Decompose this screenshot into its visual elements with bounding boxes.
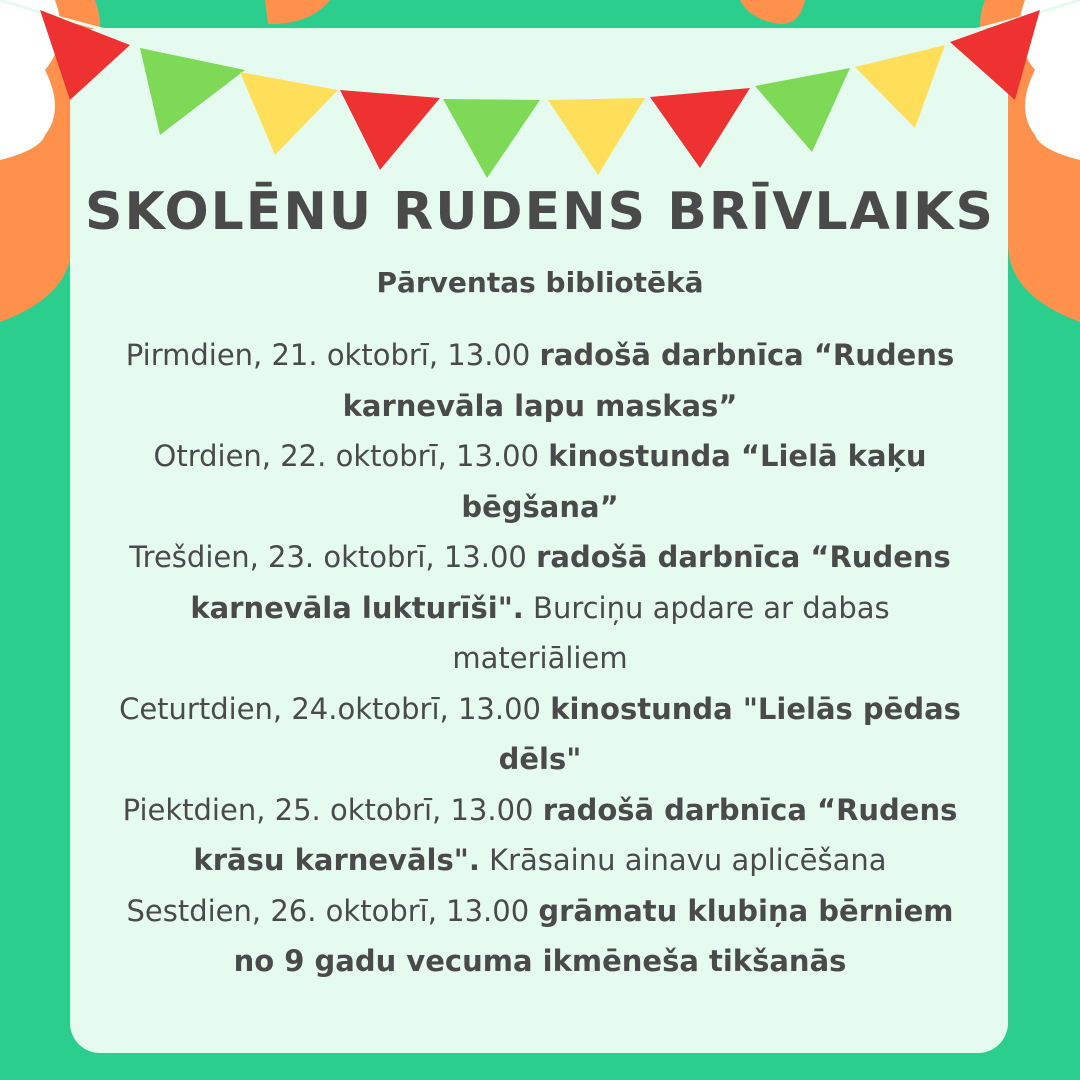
event-date: Trešdien, 23. oktobrī, 13.00 bbox=[129, 540, 527, 574]
event-item bbox=[110, 431, 970, 532]
flag-green bbox=[755, 68, 850, 152]
flag-yellow bbox=[240, 72, 338, 155]
flag-green bbox=[443, 99, 540, 178]
event-date: Pirmdien, 21. oktobrī, 13.00 bbox=[125, 338, 531, 372]
flag-red bbox=[340, 90, 440, 170]
event-date: Sestdien, 26. oktobrī, 13.00 bbox=[126, 893, 530, 928]
poster-subtitle: Pārventas bibliotēkā bbox=[376, 266, 704, 299]
event-item bbox=[110, 684, 970, 785]
event-date: Piektdien, 25. oktobrī, 13.00 bbox=[122, 792, 534, 827]
event-item bbox=[110, 532, 970, 684]
event-activity: grāmatu klubiņa bērniem no 9 gadu vecuma ikmēneša tikšanās bbox=[233, 893, 954, 978]
event-activity: kinostunda "Lielās pēdas dēls" bbox=[498, 691, 961, 776]
event-item bbox=[110, 785, 970, 886]
event-item bbox=[110, 886, 970, 987]
event-schedule bbox=[110, 330, 970, 987]
event-date: Ceturtdien, 24.oktobrī, 13.00 bbox=[119, 691, 541, 726]
event-activity: kinostunda “Lielā kaķu bēgšana” bbox=[461, 439, 927, 524]
event-activity: radošā darbnīca “Rudens karnevāla lukturīši". bbox=[190, 540, 951, 625]
flag-yellow bbox=[548, 98, 645, 175]
event-activity: radošā darbnīca “Rudens krāsu karnevāls". bbox=[193, 792, 958, 877]
flag-green bbox=[140, 48, 245, 135]
event-item bbox=[110, 330, 970, 431]
poster-title: SKOLĒNU RUDENS BRĪVLAIKS bbox=[85, 182, 995, 242]
event-date: Otrdien, 22. oktobrī, 13.00 bbox=[153, 439, 540, 473]
flag-red bbox=[650, 88, 750, 168]
flag-yellow bbox=[855, 45, 945, 128]
event-activity: radošā darbnīca “Rudens karnevāla lapu maskas” bbox=[342, 338, 955, 423]
event-note: Burciņu apdare ar dabas materiāliem bbox=[452, 590, 890, 675]
event-note: Krāsainu ainavu aplicēšana bbox=[489, 843, 887, 877]
